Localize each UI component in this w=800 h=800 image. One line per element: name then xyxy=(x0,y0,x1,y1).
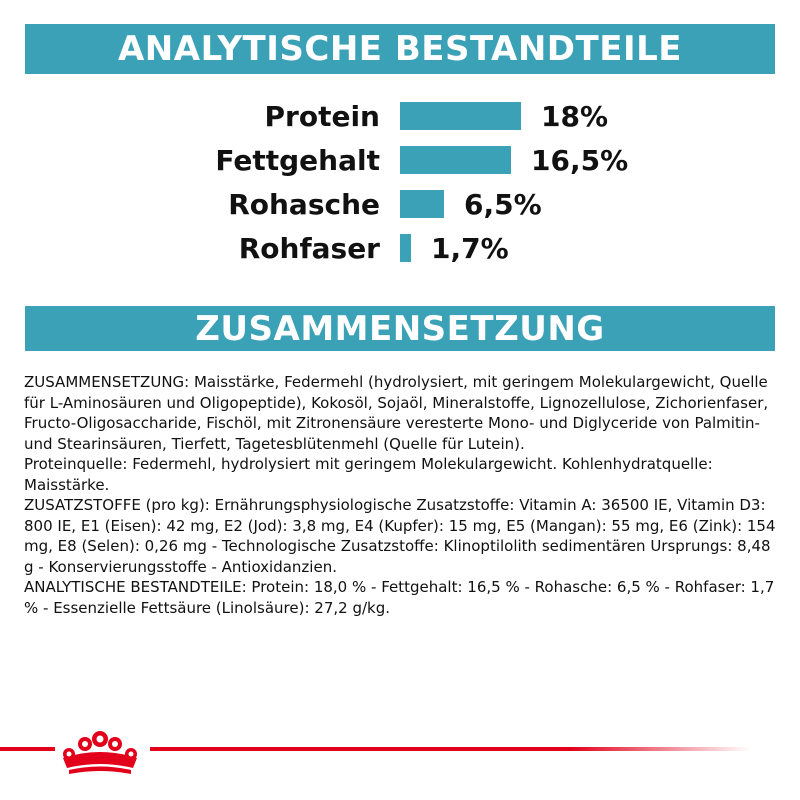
nutrient-row-protein xyxy=(0,96,800,136)
nutrient-label: Rohfaser xyxy=(238,231,380,265)
analysis-paragraph: ANALYTISCHE BESTANDTEILE: Protein: 18,0 % - Fettgehalt: 16,5 % - Rohasche: 6,5 % - Rohfaser: 1,7 % - Essenzielle Fettsäure (Linolsäure): 27,2 g/kg. xyxy=(24,578,775,617)
composition-title: ZUSAMMENSETZUNG xyxy=(195,308,605,349)
nutrient-bar xyxy=(400,102,521,130)
footer-line-left xyxy=(0,747,55,751)
nutrient-bar xyxy=(400,190,444,218)
crown-icon xyxy=(55,728,145,776)
nutrient-label: Rohasche xyxy=(228,187,380,221)
nutrient-bar xyxy=(400,146,511,174)
nutrient-value: 18% xyxy=(541,99,609,133)
nutrient-row-fettgehalt xyxy=(0,140,800,180)
nutrient-value: 16,5% xyxy=(531,143,629,177)
analysis-banner xyxy=(25,24,775,74)
protein-source-paragraph: Proteinquelle: Federmehl, hydrolysiert mit geringem Molekulargewicht. Kohlenhydratquelle: Maisstärke. xyxy=(24,455,713,494)
footer-line xyxy=(150,747,750,751)
additives-paragraph: ZUSATZSTOFFE (pro kg): Ernährungsphysiologische Zusatzstoffe: Vitamin A: 36500 IE, Vitamin D3: 800 IE, E1 (Eisen): 42 mg, E2 (Jod): 3,8 mg, E4 (Kupfer): 15 mg, E5 (Mangan): 55 mg, E6 (Zink): 154 mg, E8 (Selen): 0,26 mg - Technologische Zusatzstoffe: Klinoptilolith sedimentären Ursprungs: 8,48 g - Konservierungsstoffe - Antioxidanzien. xyxy=(24,496,776,576)
composition-banner xyxy=(25,306,775,351)
nutrient-bar xyxy=(400,234,411,262)
nutrient-row-rohfaser xyxy=(0,228,800,268)
nutrient-value: 6,5% xyxy=(464,187,542,221)
analysis-title: ANALYTISCHE BESTANDTEILE xyxy=(117,29,682,69)
composition-text xyxy=(24,372,776,618)
nutrient-value: 1,7% xyxy=(431,231,509,265)
nutrient-label: Protein xyxy=(264,99,380,133)
composition-paragraph: ZUSAMMENSETZUNG: Maisstärke, Federmehl (hydrolysiert, mit geringem Molekulargewicht, Quelle für L-Aminosäuren und Oligopeptide), Kokosöl, Sojaöl, Mineralstoffe, Lignozellulose, Zichorienfaser, Fructo-Oligosaccharide, Fischöl, mit Zitronensäure veresterte Mono- und Diglyceride von Palmitin- und Stearinsäuren, Tierfett, Tagetesblütenmehl (Quelle für Lutein). xyxy=(24,373,769,453)
nutrient-row-rohasche xyxy=(0,184,800,224)
nutrient-label: Fettgehalt xyxy=(215,143,380,177)
